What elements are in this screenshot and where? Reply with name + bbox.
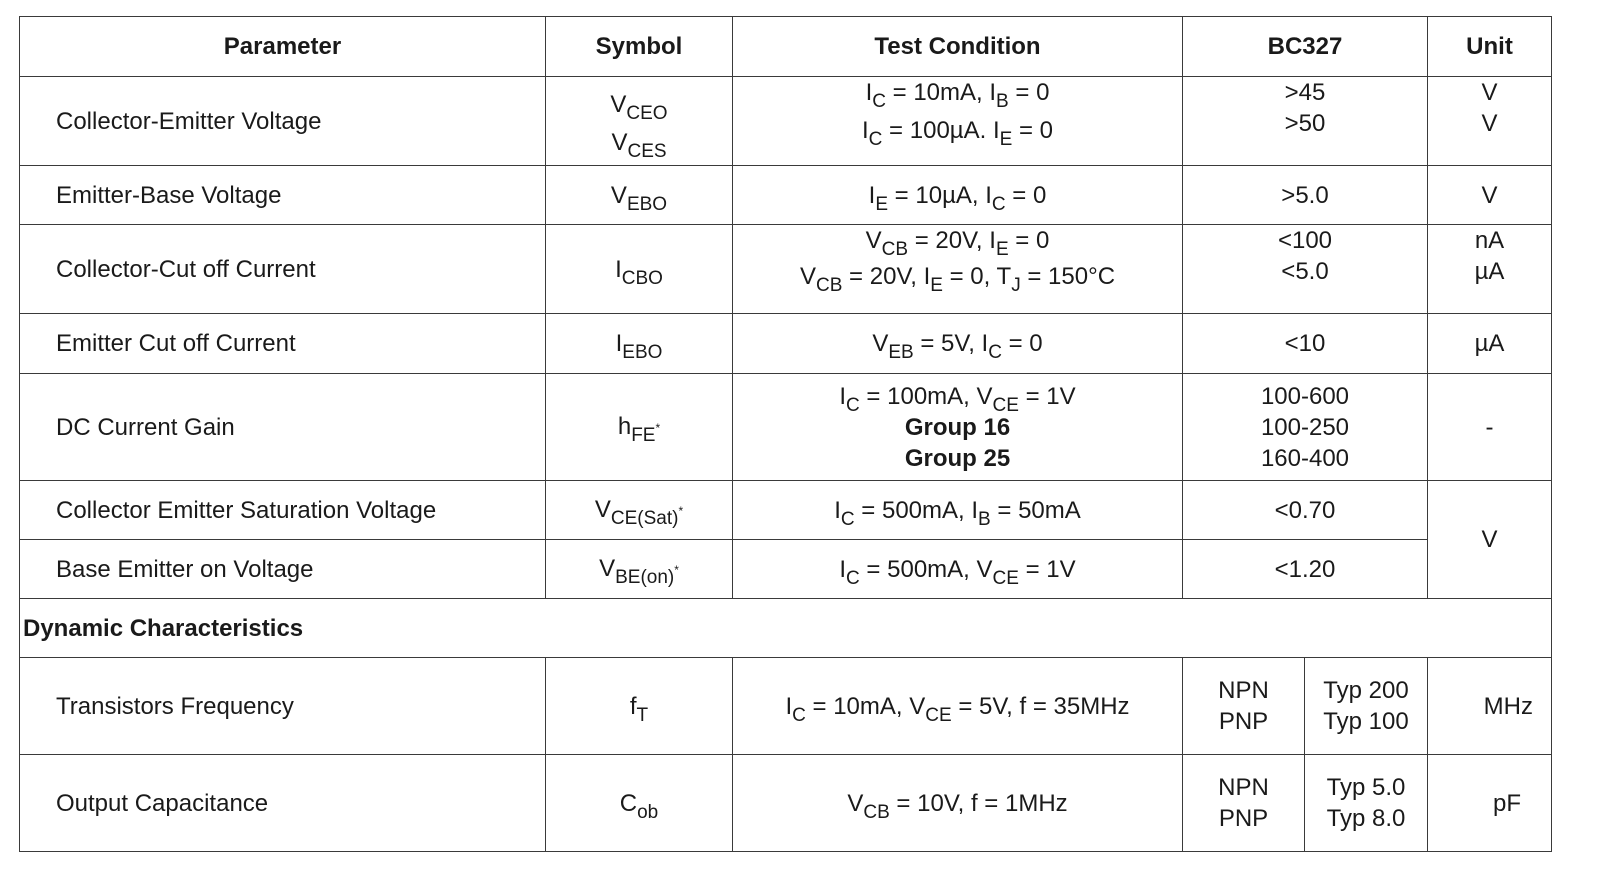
value: Typ 200 [1323, 677, 1409, 704]
parameter-name: Emitter Cut off Current [20, 314, 546, 374]
value: >50 [1284, 110, 1326, 137]
type-cell [1183, 755, 1305, 852]
value: <10 [1183, 314, 1428, 374]
test-condition: $I_E = 10\mu A$, $I_C = 0$ [733, 166, 1183, 225]
value: >5.0 [1183, 166, 1428, 225]
value-cell [1183, 225, 1428, 314]
symbol: $V_{BE(on)}*$ [546, 540, 733, 599]
unit: pF [1428, 755, 1552, 852]
group-label: Group 16 [904, 413, 1011, 441]
symbol: $C_{ob}$ [546, 755, 733, 852]
symbol: $h_{FE}*$ [546, 374, 733, 481]
header-unit: Unit [1428, 17, 1552, 77]
section-heading: Dynamic Characteristics [20, 599, 1552, 658]
value: <1.20 [1183, 540, 1428, 599]
value-cell [1183, 77, 1428, 166]
table-row [20, 481, 1552, 540]
unit: V [1428, 166, 1552, 225]
transistor-type: NPN [1218, 774, 1269, 801]
symbol-cell [546, 77, 733, 166]
header-part: BC327 [1183, 17, 1428, 77]
transistor-type: PNP [1218, 805, 1269, 832]
value-cell [1305, 755, 1428, 852]
test-condition: $V_{CB} = 10V$, f = 1MHz [733, 755, 1183, 852]
header-parameter: Parameter [20, 17, 546, 77]
specifications-table [19, 16, 1552, 852]
table-row [20, 77, 1552, 166]
unit: V [1428, 481, 1552, 599]
table-row [20, 755, 1552, 852]
value: <100 [1277, 227, 1333, 254]
table-row [20, 374, 1552, 481]
test-condition [733, 77, 1183, 166]
value: <5.0 [1281, 258, 1329, 285]
condition-line: $V_{CB} = 20V$, $I_E = 0$ [865, 227, 1050, 260]
unit: V [1481, 79, 1498, 106]
header-test-condition: Test Condition [733, 17, 1183, 77]
condition-line: $V_{CB} = 20V$, $I_E = 0$, $T_J = 150^\circ C$ [799, 263, 1116, 296]
unit-cell [1428, 77, 1552, 166]
unit: nA [1474, 227, 1505, 254]
test-condition [733, 225, 1183, 314]
unit: µA [1474, 258, 1505, 285]
value: Typ 8.0 [1326, 805, 1406, 832]
parameter-name: Collector-Emitter Voltage [20, 77, 546, 166]
header-symbol: Symbol [546, 17, 733, 77]
value: >45 [1284, 79, 1326, 106]
unit: - [1428, 374, 1552, 481]
value: 100-600 [1260, 382, 1350, 410]
table-row [20, 225, 1552, 314]
symbol: $V_{CEO}$ [610, 90, 668, 124]
parameter-name: Transistors Frequency [20, 658, 546, 755]
symbol: $I_{EBO}$ [546, 314, 733, 374]
value-cell [1305, 658, 1428, 755]
parameter-name: Output Capacitance [20, 755, 546, 852]
value: Typ 100 [1323, 708, 1409, 735]
parameter-name: Emitter-Base Voltage [20, 166, 546, 225]
test-condition: $I_C = 10mA$, $V_{CE} = 5V$, f = 35MHz [733, 658, 1183, 755]
parameter-name: Base Emitter on Voltage [20, 540, 546, 599]
transistor-type: NPN [1218, 677, 1269, 704]
group-label: Group 25 [904, 444, 1011, 472]
symbol: $f_T$ [546, 658, 733, 755]
condition-line: $I_C = 100\mu A$. $I_E = 0$ [861, 117, 1054, 150]
symbol: $V_{CES}$ [611, 128, 667, 162]
value: 100-250 [1260, 413, 1350, 441]
test-condition: $V_{EB} = 5V$, $I_C = 0$ [733, 314, 1183, 374]
parameter-name: Collector Emitter Saturation Voltage [20, 481, 546, 540]
section-row [20, 599, 1552, 658]
condition-line: $I_C = 10mA$, $I_B = 0$ [865, 79, 1050, 112]
condition-line: $I_C = 100mA$, $V_{CE} = 1V$ [839, 382, 1076, 416]
value: Typ 5.0 [1326, 774, 1406, 801]
header-row [20, 17, 1552, 77]
value-cell [1183, 374, 1428, 481]
symbol: $I_{CBO}$ [546, 225, 733, 314]
parameter-name: Collector-Cut off Current [20, 225, 546, 314]
table-row [20, 540, 1552, 599]
value: <0.70 [1183, 481, 1428, 540]
transistor-type: PNP [1218, 708, 1269, 735]
unit: µA [1428, 314, 1552, 374]
test-condition: $I_C = 500mA$, $I_B = 50mA$ [733, 481, 1183, 540]
table-row [20, 658, 1552, 755]
value: 160-400 [1260, 444, 1350, 472]
symbol: $V_{CE(Sat)}*$ [546, 481, 733, 540]
table-row [20, 314, 1552, 374]
unit-cell [1428, 225, 1552, 314]
table-row [20, 166, 1552, 225]
test-condition: $I_C = 500mA$, $V_{CE} = 1V$ [733, 540, 1183, 599]
symbol: $V_{EBO}$ [546, 166, 733, 225]
parameter-name: DC Current Gain [20, 374, 546, 481]
unit: V [1481, 110, 1498, 137]
test-condition [733, 374, 1183, 481]
type-cell [1183, 658, 1305, 755]
unit: MHz [1428, 658, 1552, 755]
